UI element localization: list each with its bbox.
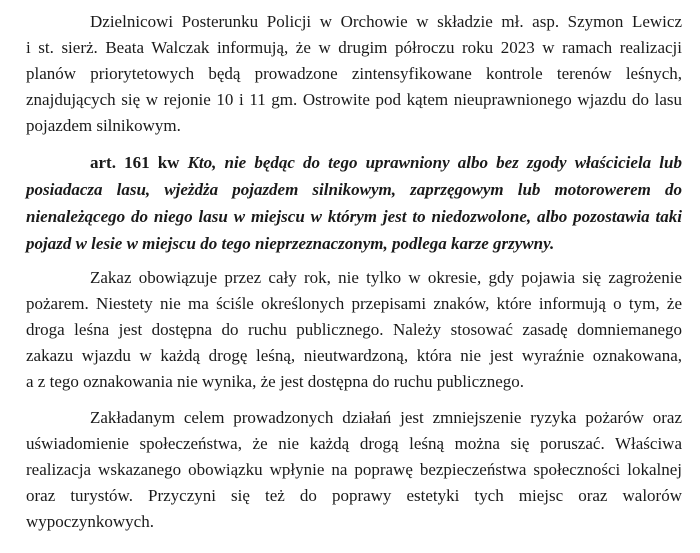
text-line: nienależącego do niego lasu w miejscu w którym jest to niedozwolone, albo pozostawia taki: [26, 207, 682, 226]
citation-text: Kto, nie będąc do tego uprawniony albo bez zgody właściciela lub: [187, 153, 682, 172]
text-line: uświadomienie społeczeństwa, że nie każdą drogą leśną można się poruszać. Właściwa: [26, 434, 682, 453]
text-line: Zakładanym celem prowadzonych działań jest zmniejszenie ryzyka pożarów oraz: [90, 408, 682, 427]
text-line: znajdujących się w rejonie 10 i 11 gm. Ostrowite pod kątem nieuprawnionego wjazdu do lasu: [26, 90, 682, 109]
text-line: Zakaz obowiązuje przez cały rok, nie tylko w okresie, gdy pojawia się zagrożenie: [90, 268, 682, 287]
text-line: pojazd w lesie w miejscu do tego nieprzeznaczonym, podlega karze grzywny.: [26, 234, 555, 253]
text-line: oraz turystów. Przyczyni się też do poprawy estetyki tych miejsc oraz walorów: [26, 486, 682, 505]
article-reference: art. 161 kw: [90, 153, 180, 172]
text-line: wypoczynkowych.: [26, 512, 154, 531]
text-line: pożarem. Niestety nie ma ściśle określonych przepisami znaków, które informują o tym, że: [26, 294, 682, 313]
text-line: zakazu wjazdu w każdą drogę leśną, nieutwardzoną, która nie jest wyraźnie oznakowana,: [26, 346, 682, 365]
text-line: i st. sierż. Beata Walczak informują, że w drugim półroczu roku 2023 w ramach realizacji: [26, 38, 682, 57]
text-line: a z tego oznakowania nie wynika, że jest dostępna do ruchu publicznego.: [26, 372, 525, 391]
text-line: Dzielnicowi Posterunku Policji w Orchowie w składzie mł. asp. Szymon Lewicz: [90, 12, 682, 31]
text-line: planów priorytetowych będą prowadzone zintensyfikowane kontrole terenów leśnych,: [26, 64, 682, 83]
text-line: droga leśna jest dostępna do ruchu publicznego. Należy stosować zasadę domniemanego: [26, 320, 682, 339]
text-line: pojazdem silnikowym.: [26, 116, 181, 135]
text-line: posiadacza lasu, wjeżdża pojazdem silnikowym, zaprzęgowym lub motorowerem do: [26, 180, 682, 199]
text-line: [90, 153, 682, 173]
text-line: realizacja wskazanego obowiązku wpłynie na poprawę bezpieczeństwa społeczności lokalnej: [26, 460, 682, 479]
